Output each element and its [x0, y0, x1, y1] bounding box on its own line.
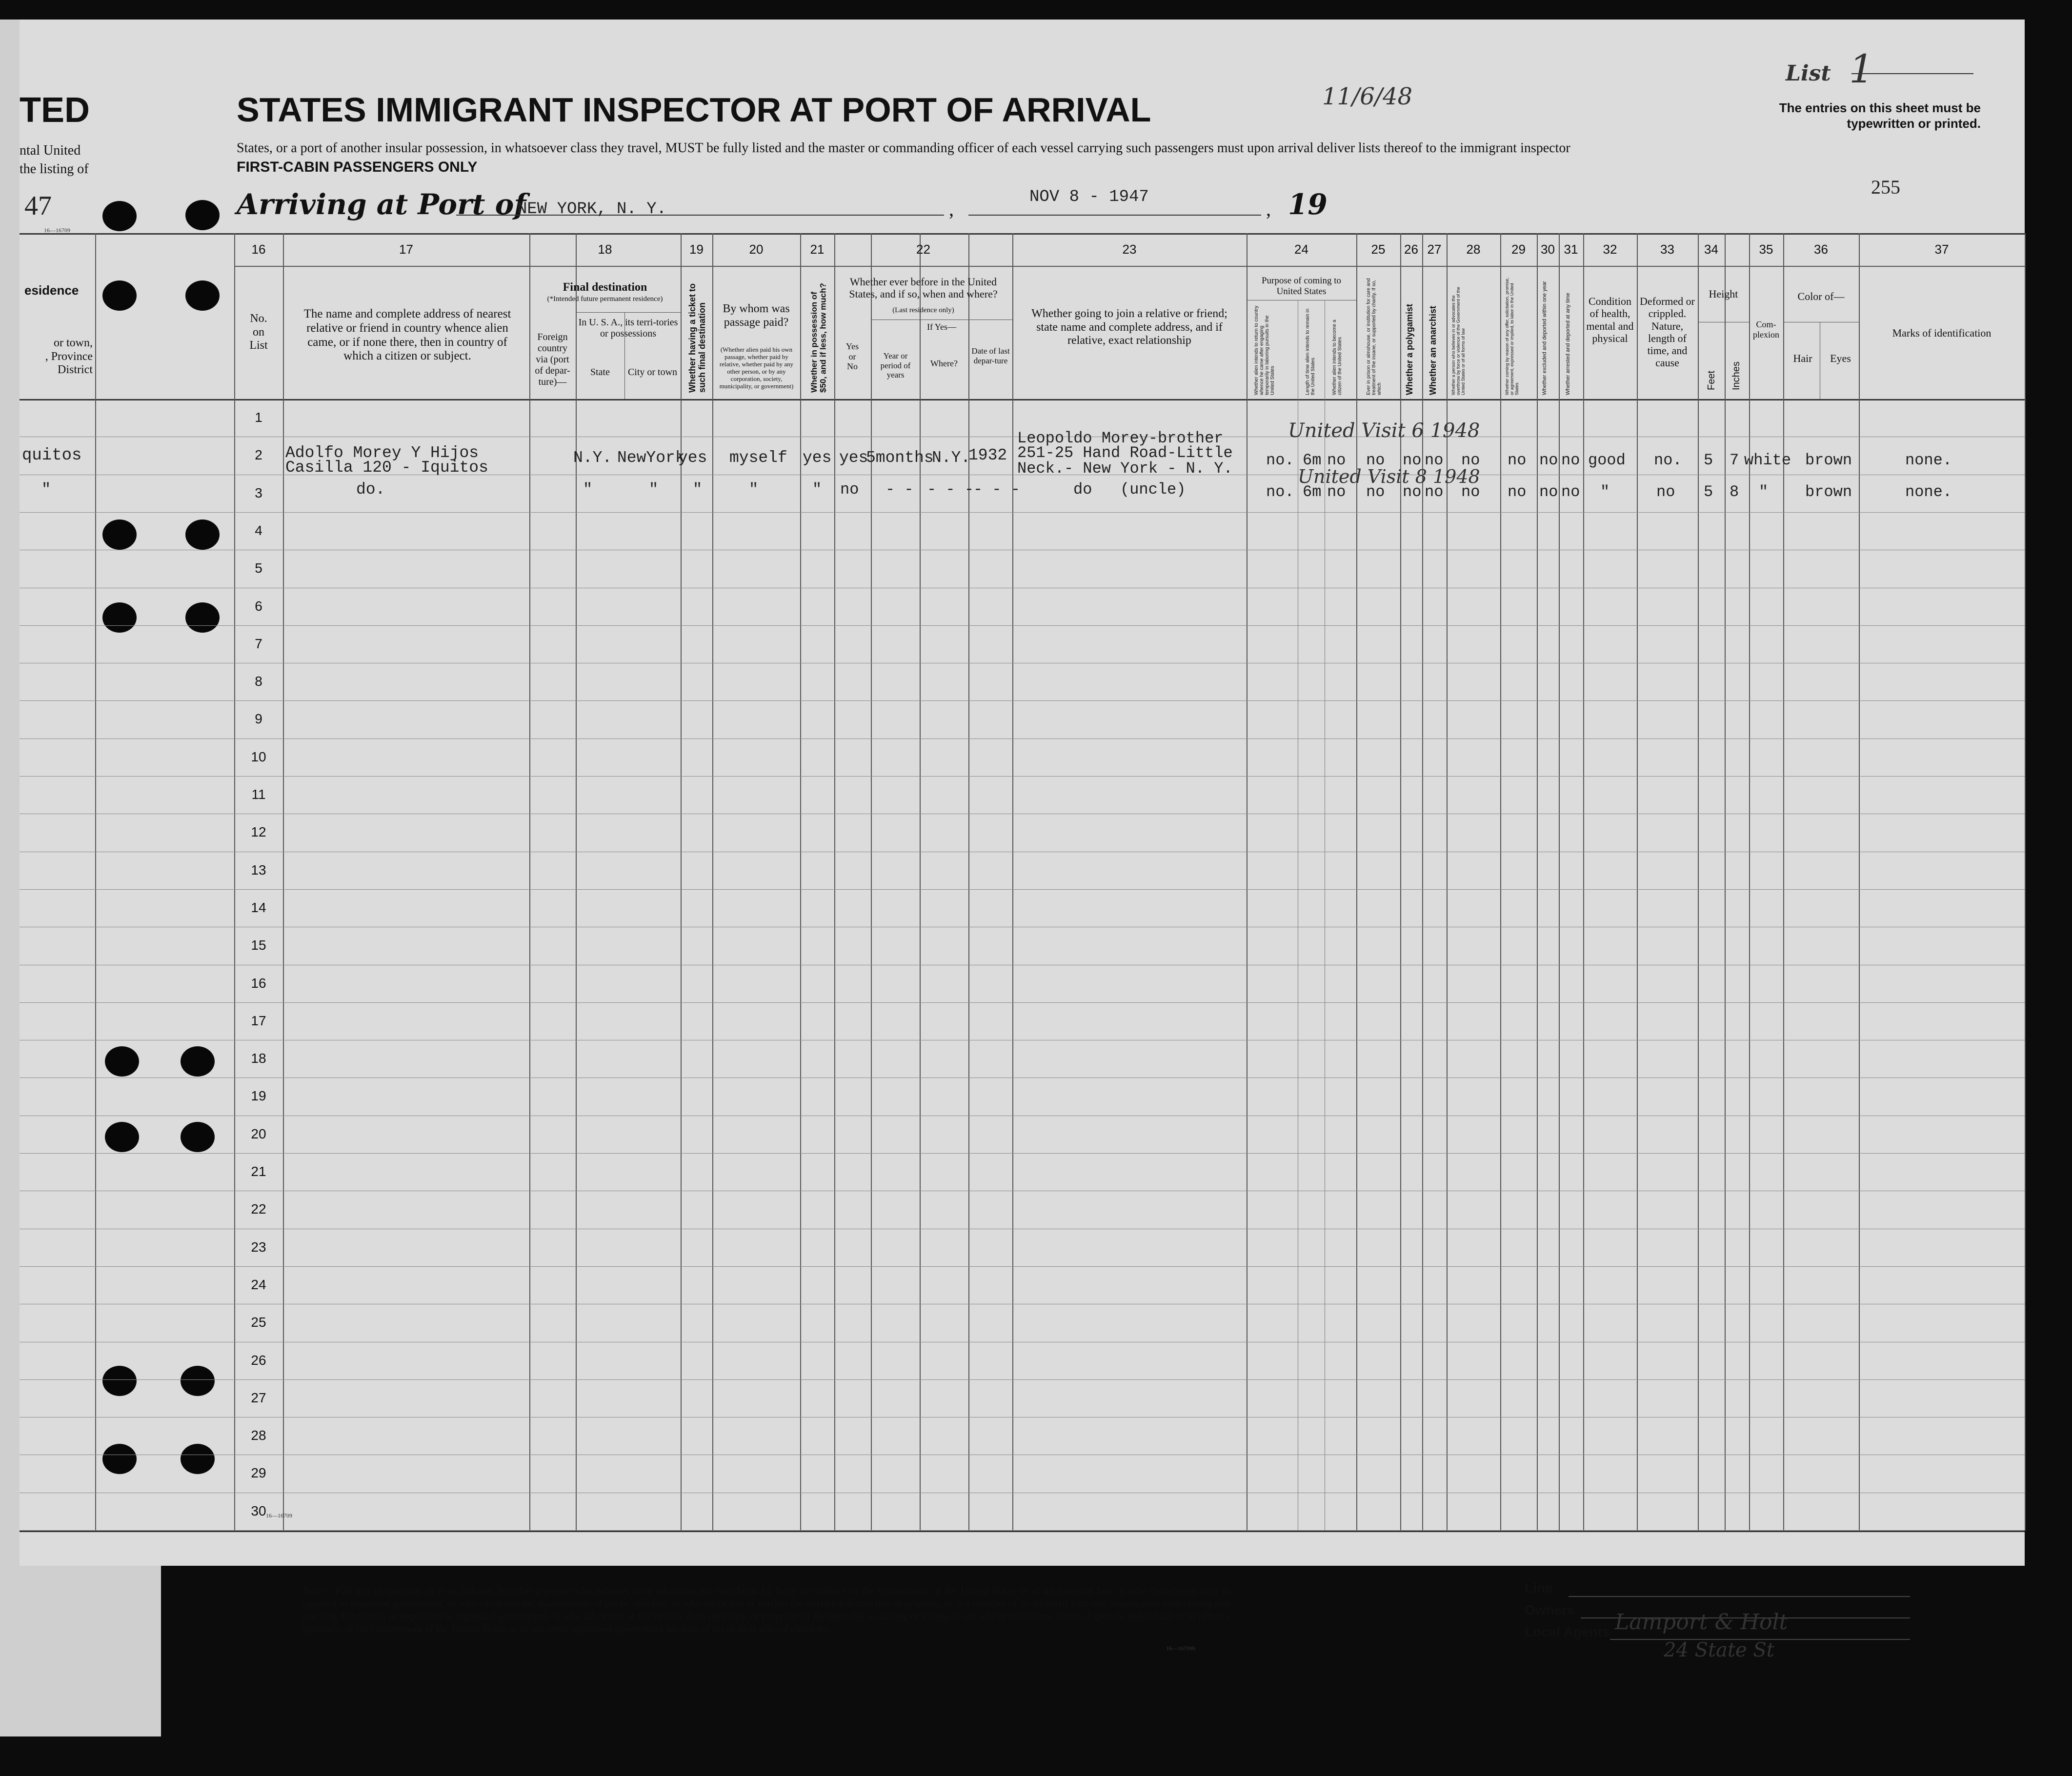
col34-feet: Feet [1706, 370, 1717, 390]
instruction-text: States, or a port of another insular possession, in whatsoever class they travel, MUST be fully listed and the master or commanding officer of each vessel carrying such passengers must upon arrival deliver lists thereof to the immigrant inspector [237, 140, 1570, 156]
col36-header: Color of— [1797, 290, 1845, 302]
row-number: 4 [255, 522, 262, 538]
col24-length: Length of time alien intends to remain in the United States [1305, 308, 1316, 395]
entry1-join-line1: Leopoldo Morey-brother [1017, 429, 1224, 447]
entry2-ticket: " [693, 480, 703, 499]
entry1-ticket: yes [678, 449, 707, 467]
class-note: FIRST-CABIN PASSENGERS ONLY [237, 159, 478, 175]
entry2-paid-by: " [749, 480, 759, 499]
residence-header: esidence [24, 283, 79, 298]
row-number: 24 [251, 1277, 266, 1292]
col36-hair: Hair [1793, 352, 1812, 364]
binder-hole [102, 602, 137, 633]
form-code-bottom: 16—16709 [266, 1512, 292, 1519]
date-underline [968, 215, 1261, 216]
binder-hole [185, 200, 220, 230]
col20-subheader: (Whether alien paid his own passage, whether paid by relative, whether paid by any other person, or by any corporation, society, municipality, or government) [719, 346, 794, 390]
col32-header: Condition of health, mental and physical [1586, 295, 1634, 344]
row-number: 1 [255, 410, 262, 425]
left-year-fragment: 47 [24, 191, 52, 221]
row-number: 22 [251, 1201, 266, 1217]
row-rule [20, 1002, 2025, 1003]
handwritten-date: 11/6/48 [1322, 83, 1413, 110]
row-number: 14 [251, 899, 266, 915]
table-top-rule [20, 233, 2025, 235]
col-rule [871, 233, 872, 1531]
row-rule [20, 512, 2025, 513]
entry2-relative: do. [356, 480, 385, 499]
agents-signature: Lamport & Holt [1615, 1610, 1788, 1635]
row-rule [20, 776, 2025, 777]
col-number: 30 [1541, 242, 1555, 257]
col18-usa: In U. S. A., its terri-tories or possessions [578, 317, 678, 339]
entry1-overthrow: no [1461, 451, 1480, 469]
entry1-join-line3: Neck.- New York - N. Y. [1017, 459, 1233, 478]
col-rule [800, 233, 801, 1531]
col-number: 35 [1759, 242, 1773, 257]
row-rule [20, 700, 2025, 701]
col-rule [529, 233, 530, 1531]
binder-hole [181, 1046, 215, 1077]
header-bottom-rule [20, 399, 2025, 400]
col-number: 19 [689, 242, 704, 257]
col-rule [1637, 233, 1638, 1531]
col-number: 32 [1603, 242, 1617, 257]
col22-yesno: Yes or No [845, 341, 859, 372]
left-column-rule [95, 233, 96, 1531]
entry1-arrested: no [1561, 451, 1580, 469]
col-number: 18 [598, 242, 612, 257]
entry1-feet: 5 [1704, 451, 1713, 469]
col-rule [1859, 233, 1860, 1531]
row-number: 8 [255, 674, 262, 689]
col21-header: Whether in possession of $50, and if less, how much? [809, 283, 828, 393]
col18-subheader: (*Intended future permanent residence) [547, 295, 663, 303]
binder-hole [181, 1366, 215, 1396]
col-rule [1725, 233, 1726, 1531]
col-rule [2025, 233, 2026, 1531]
entry1-hair: brown [1805, 451, 1852, 469]
comma: , [1266, 198, 1271, 220]
col26-header: Whether a polygamist [1405, 303, 1414, 395]
row-number: 15 [251, 938, 266, 953]
col-rule [1583, 233, 1584, 1531]
entry1-inches: 7 [1730, 451, 1739, 469]
entry1-offer: no [1508, 451, 1527, 469]
entry2-residence: " [41, 480, 51, 499]
col-number: 21 [810, 242, 825, 257]
entry2-complexion: " [1759, 483, 1769, 501]
row-number: 9 [255, 711, 262, 727]
row-rule [20, 1379, 2025, 1380]
col34-inches: Inches [1731, 361, 1742, 390]
binder-hole [185, 519, 220, 550]
entry2-annotation: United Visit 8 1948 [1298, 466, 1480, 487]
col-number: 37 [1934, 242, 1949, 257]
row-rule [20, 1530, 2025, 1531]
left-page-title-fragment: TED [20, 91, 90, 130]
col-number: 24 [1294, 242, 1308, 257]
entry1-annotation: United Visit 6 1948 [1288, 419, 1480, 442]
entry2-where: - - - [927, 480, 974, 499]
col37-header: Marks of identification [1892, 327, 1992, 339]
col34-header: Height [1709, 288, 1738, 300]
row-number: 13 [251, 862, 266, 878]
entry2-arrested: no [1561, 483, 1580, 501]
col-number: 23 [1122, 242, 1137, 257]
entry2-hair: brown [1805, 483, 1852, 501]
entry2-city: " [649, 480, 659, 499]
row-number: 7 [255, 636, 262, 651]
col18-state: State [590, 367, 610, 378]
col28-header: Whether a person who believes in or advocates the overthrow by force or violence of the Government of the United States or of all forms of law [1451, 286, 1466, 395]
col24-return: Whether alien intends to return to country whence he came after engaging temporarily in laboring pursuits in the United States [1254, 305, 1275, 395]
col22-date: Date of last depar-ture [971, 346, 1010, 365]
left-line: ntal United [20, 143, 81, 158]
col-rule [283, 233, 284, 1531]
col-number: 28 [1466, 242, 1481, 257]
col-rule [1783, 233, 1784, 1531]
row-number: 29 [251, 1465, 266, 1481]
entry1-residence: quitos [22, 446, 82, 465]
col-rule [834, 233, 835, 1531]
footer-note: Note.—Full text of question 28 is as follows: Whether a person who believes in or advocates the overthrow by force or violence of the Government of the United States or of all forms of law, or who disbelieves in or is opposed to organized government, or who advocates the assassination of public officials, or who advocates or teaches the unlawful destruction of property, or is a member of or affiliated with any organization entertaining and teaching disbelief in or opposition to organized government, or who advocates or teaches the duty, necessity, or propriety of the unlawful assaulting or killing of any officer or officers, either of specific individuals or of officers generally, of the Government of the United States or of any other organized government because of his or their official character. [302, 1585, 1229, 1635]
row-number: 30 [251, 1503, 266, 1518]
col-number: 29 [1511, 242, 1526, 257]
entry2-overthrow: no [1461, 483, 1480, 501]
col29-header: Whether coming by reason of any offer, solicitation, promise, or agreement, expressed or implied, to labor in the United States [1505, 278, 1519, 395]
col-rule [1012, 233, 1013, 1531]
typewritten-note: The entries on this sheet must be typewritten or printed. [1779, 100, 1981, 131]
entry2-marks: none. [1905, 483, 1952, 501]
list-label: List [1786, 61, 1831, 86]
line-label: Line [1525, 1580, 1553, 1596]
binder-hole [102, 1444, 137, 1474]
col17-header: The name and complete address of nearest relative or friend in country whence alien came, or if none there, then in country of which a citizen or subject. [303, 307, 511, 363]
col-number: 26 [1404, 242, 1418, 257]
table-bottom-rule [20, 1531, 2025, 1532]
row-number: 5 [255, 560, 262, 576]
col30-header: Whether excluded and deported within one year [1542, 281, 1548, 395]
page-title: STATES IMMIGRANT INSPECTOR AT PORT OF ARRIVAL [237, 91, 1151, 129]
col-rule [234, 233, 235, 1531]
col22-subheader: (Last residence only) [892, 306, 954, 314]
entry2-join: do (uncle) [1073, 480, 1186, 499]
row-number: 10 [251, 749, 266, 764]
row-number: 2 [255, 447, 262, 463]
entry1-fifty: yes [803, 449, 832, 467]
col18-header: Final destination [563, 281, 647, 294]
col25-header: Ever in prison or almshouse, or institution for care and treatment of the insane, or supported by charity. If so, which [1366, 278, 1382, 395]
col-rule [712, 233, 713, 1531]
entry2-polygamist: no [1403, 483, 1422, 501]
col-number: 36 [1814, 242, 1828, 257]
col-rule [1500, 233, 1501, 1531]
row-number: 19 [251, 1088, 266, 1104]
col20-header: By whom was passage paid? [723, 302, 790, 329]
left-page-text-lines [20, 141, 89, 179]
entry2-excluded: no [1539, 483, 1558, 501]
row-number: 20 [251, 1126, 266, 1141]
row-rule [20, 1153, 2025, 1154]
col24-citizen: Whether alien intends to become a citizen of the United States [1332, 319, 1343, 395]
row-rule [20, 738, 2025, 739]
entry2-inches: 8 [1730, 483, 1739, 501]
left-line: the listing of [20, 161, 89, 177]
date-stamp: NOV 8 - 1947 [1029, 188, 1149, 206]
town-header: or town, , Province District [45, 337, 93, 377]
row-number: 23 [251, 1239, 266, 1255]
entry1-city: NewYork [617, 449, 685, 467]
col36-eyes: Eyes [1830, 352, 1851, 364]
entry2-offer: no [1508, 483, 1527, 501]
col19-header: Whether having a ticket to such final destination [687, 283, 707, 393]
entry2-return: no. [1266, 483, 1294, 501]
col-number: 25 [1371, 242, 1386, 257]
binder-hole [102, 201, 137, 231]
entry1-where: N.Y. [932, 449, 971, 467]
entry2-prison: no [1366, 483, 1385, 501]
entry1-relative: Adolfo Morey Y Hijos [285, 444, 479, 462]
row-number: 17 [251, 1013, 266, 1028]
form-code: 16—16709 [44, 227, 70, 234]
col22-ifyes: If Yes— [926, 322, 956, 332]
row-number: 6 [255, 598, 262, 614]
comma: , [949, 198, 954, 220]
year-prefix: 19 [1288, 188, 1328, 221]
entry1-anarchist: no [1425, 451, 1444, 469]
row-number: 18 [251, 1051, 266, 1066]
col-number: 22 [916, 242, 930, 257]
row-rule [20, 889, 2025, 890]
port-stamp: NEW YORK, N. Y. [517, 200, 667, 219]
entry2-state: " [583, 480, 593, 499]
entry2-period: - - [885, 480, 914, 499]
entry2-citizen: no [1327, 483, 1346, 501]
entry1-deformed: no. [1654, 451, 1682, 469]
col16-header: No. on List [249, 312, 268, 352]
col35-header: Com-plexion [1753, 319, 1779, 339]
entry2-date: - - - [973, 480, 1021, 499]
row-number: 25 [251, 1315, 266, 1330]
col33-header: Deformed or crippled. Nature, length of time, and cause [1639, 295, 1695, 369]
col23-header: Whether going to join a relative or friend; state name and complete address, and if relative, exact relationship [1031, 307, 1227, 347]
entry1-period: 5months [866, 449, 934, 467]
entry2-deformed: no [1656, 483, 1675, 501]
entry1-date: 1932 [968, 446, 1007, 464]
row-number: 27 [251, 1390, 266, 1405]
owners-label: Owners [1525, 1602, 1575, 1617]
col-number: 34 [1704, 242, 1718, 257]
binder-hole [105, 1046, 139, 1077]
entry1-complexion: white [1744, 451, 1791, 469]
number-row-rule [234, 266, 2025, 267]
col-number: 20 [749, 242, 764, 257]
col22-where: Where? [930, 359, 958, 368]
col31-header: Whether arrested and deported at any time [1565, 293, 1571, 395]
binder-hole [105, 1122, 139, 1152]
entry1-relative-address: Casilla 120 - Iquitos [285, 459, 488, 477]
arriving-label: Arriving at Port of [237, 188, 526, 221]
col22-header: Whether ever before in the United States, and if so, when and where? [849, 276, 998, 300]
entry1-join-line2: 251-25 Hand Road-Little [1017, 444, 1233, 462]
entry1-prison: no [1366, 451, 1385, 469]
binder-hole [181, 1444, 215, 1474]
binder-hole [181, 1122, 215, 1152]
entry1-citizen: no [1327, 451, 1346, 469]
entry2-length: 6m [1303, 483, 1322, 501]
sub-rule [576, 312, 681, 313]
list-number: 1 [1849, 46, 1874, 92]
entry1-polygamist: no [1403, 451, 1422, 469]
sub-rule [871, 319, 1012, 320]
binder-hole [102, 280, 137, 311]
row-number: 12 [251, 824, 266, 840]
col-rule [1749, 233, 1750, 1531]
col-number: 31 [1564, 242, 1578, 257]
entry1-excluded: no [1539, 451, 1558, 469]
col27-header: Whether an anarchist [1428, 305, 1438, 395]
row-number: 28 [251, 1428, 266, 1443]
col-rule [1559, 233, 1560, 1531]
agents-address: 24 State St [1664, 1639, 1774, 1661]
row-rule [20, 1266, 2025, 1267]
entry2-health: " [1600, 483, 1610, 501]
entry2-before: no [840, 480, 859, 499]
col18-foreign: Foreign country via (port of depar-ture)— [535, 332, 570, 387]
binder-hole [185, 602, 220, 633]
col-rule [1537, 233, 1538, 1531]
line-underline [1569, 1596, 1910, 1597]
entry1-return: no. [1266, 451, 1294, 469]
col-rule [1698, 233, 1699, 1531]
entry1-before: yes [839, 449, 868, 467]
list-underline [1851, 73, 1973, 74]
col-number: 27 [1427, 242, 1442, 257]
local-agents-label: Local Agents [1525, 1624, 1610, 1639]
entry2-anarchist: no [1425, 483, 1444, 501]
row-number: 26 [251, 1352, 266, 1368]
col24-header: Purpose of coming to United States [1261, 276, 1342, 297]
entry2-fifty: " [812, 480, 822, 499]
col-rule [968, 233, 969, 1531]
col18-city: City or town [627, 367, 678, 378]
row-number: 3 [255, 485, 262, 500]
col-rule [576, 233, 577, 1531]
entry1-state: N.Y. [573, 449, 612, 467]
page-number: 255 [1871, 176, 1900, 198]
row-number: 21 [251, 1164, 266, 1179]
row-number: 11 [251, 787, 266, 802]
entry1-marks: none. [1905, 451, 1952, 469]
row-number: 16 [251, 975, 266, 991]
col-rule [920, 233, 921, 1531]
entry1-paid-by: myself [729, 449, 787, 467]
col-number: 33 [1660, 242, 1674, 257]
footer-form-code: 16—16709b [1166, 1645, 1195, 1652]
row-rule [20, 625, 2025, 626]
binder-hole [102, 519, 137, 550]
binder-hole [102, 1366, 137, 1396]
entry1-length: 6m [1303, 451, 1322, 469]
col22-year: Year or period of years [880, 351, 911, 380]
col-number: 16 [251, 242, 266, 257]
col-rule [681, 233, 682, 1531]
entry1-health: good [1588, 451, 1626, 469]
col-number: 17 [399, 242, 413, 257]
binder-hole [185, 280, 220, 311]
entry2-feet: 5 [1704, 483, 1713, 501]
